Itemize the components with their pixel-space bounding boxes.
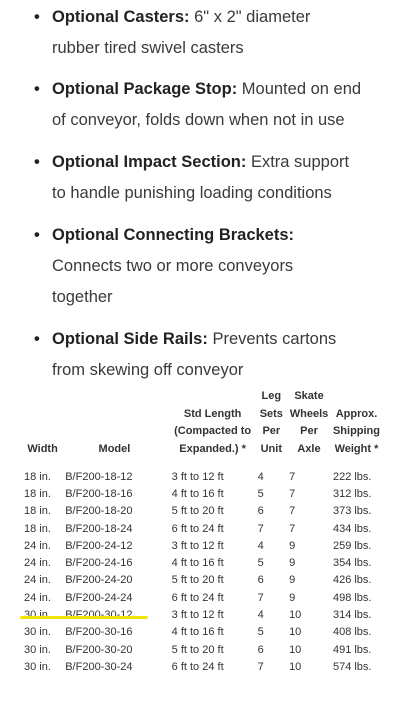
header-weight: Approx. Shipping Weight * — [332, 407, 380, 455]
cell-model: B/F200-18-24 — [65, 522, 133, 535]
cell-legs: 4 — [257, 539, 264, 552]
cell-model: B/F200-24-20 — [65, 574, 133, 587]
cell-model: B/F200-18-12 — [65, 470, 133, 483]
cell-width: 30 in. — [24, 626, 51, 639]
cell-width: 24 in. — [24, 557, 51, 570]
cell-weight: 222 lbs. — [332, 470, 372, 483]
cell-model: B/F200-18-20 — [65, 505, 133, 518]
table-row — [22, 572, 382, 589]
cell-length: 6 ft to 24 ft — [171, 660, 224, 673]
table-row — [22, 485, 382, 502]
option-side-rails — [34, 324, 402, 386]
option-connecting-brackets — [34, 220, 402, 313]
cell-skate: 10 — [289, 626, 302, 639]
cell-weight: 259 lbs. — [332, 539, 372, 552]
cell-model: B/F200-18-16 — [65, 487, 133, 500]
cell-weight: 314 lbs. — [332, 609, 372, 622]
cell-legs: 5 — [257, 626, 264, 639]
table-row — [22, 589, 382, 606]
table-row — [22, 641, 382, 658]
option-text: of conveyor, folds down when not in use — [52, 111, 345, 129]
header-length: Std Length (Compacted to Expanded.) * — [174, 407, 252, 455]
cell-skate: 9 — [289, 557, 296, 570]
header-width: Width — [27, 442, 58, 455]
option-package-stop — [34, 74, 402, 136]
cell-weight: 574 lbs. — [332, 660, 372, 673]
bullet-dot-icon: • — [34, 8, 40, 26]
cell-length: 5 ft to 20 ft — [171, 574, 224, 587]
cell-legs: 6 — [257, 505, 264, 518]
option-impact-section — [34, 147, 402, 209]
cell-model: B/F200-30-24 — [65, 660, 133, 673]
cell-width: 18 in. — [24, 470, 51, 483]
table-body — [22, 468, 382, 676]
table-row — [22, 520, 382, 537]
cell-weight: 434 lbs. — [332, 522, 372, 535]
cell-model: B/F200-24-24 — [65, 591, 133, 604]
cell-skate: 10 — [289, 660, 302, 673]
cell-model: B/F200-24-16 — [65, 557, 133, 570]
option-text: together — [52, 288, 113, 306]
option-text: Mounted on end — [237, 80, 362, 98]
bullet-dot-icon: • — [34, 330, 40, 348]
cell-skate: 10 — [289, 609, 302, 622]
cell-legs: 6 — [257, 574, 264, 587]
cell-legs: 7 — [257, 591, 264, 604]
cell-legs: 7 — [257, 522, 264, 535]
cell-legs: 7 — [257, 660, 264, 673]
cell-skate: 9 — [289, 539, 296, 552]
table-row — [22, 554, 382, 571]
cell-weight: 354 lbs. — [332, 557, 372, 570]
cell-weight: 498 lbs. — [332, 591, 372, 604]
cell-skate: 7 — [289, 522, 296, 535]
option-text: from skewing off conveyor — [52, 361, 244, 379]
cell-length: 3 ft to 12 ft — [171, 470, 224, 483]
cell-width: 24 in. — [24, 574, 51, 587]
table-row — [22, 503, 382, 520]
cell-legs: 4 — [257, 609, 264, 622]
cell-length: 5 ft to 20 ft — [171, 505, 224, 518]
bullet-dot-icon: • — [34, 80, 40, 98]
cell-skate: 7 — [289, 505, 296, 518]
table-row — [22, 537, 382, 554]
specs-table — [22, 388, 382, 676]
header-skate: Skate Wheels Per Axle — [289, 390, 329, 455]
cell-model: B/F200-30-16 — [65, 626, 133, 639]
table-header-row — [22, 388, 382, 468]
cell-length: 4 ft to 16 ft — [171, 487, 224, 500]
cell-legs: 4 — [257, 470, 264, 483]
option-text: rubber tired swivel casters — [52, 39, 244, 57]
cell-model: B/F200-30-20 — [65, 643, 133, 656]
cell-length: 6 ft to 24 ft — [171, 591, 224, 604]
cell-length: 5 ft to 20 ft — [171, 643, 224, 656]
option-title: Optional Package Stop: — [52, 80, 238, 98]
option-text: Prevents cartons — [207, 330, 337, 348]
bullet-dot-icon: • — [34, 153, 40, 171]
cell-skate: 9 — [289, 591, 296, 604]
cell-width: 24 in. — [24, 591, 51, 604]
option-casters — [34, 2, 402, 64]
cell-width: 18 in. — [24, 487, 51, 500]
cell-width: 18 in. — [24, 505, 51, 518]
option-text: Connects two or more conveyors — [52, 257, 294, 275]
table-row — [22, 624, 382, 641]
bullet-dot-icon: • — [34, 226, 40, 244]
option-title: Optional Side Rails: — [52, 330, 208, 348]
cell-skate: 9 — [289, 574, 296, 587]
cell-weight: 491 lbs. — [332, 643, 372, 656]
option-title: Optional Connecting Brackets: — [52, 226, 295, 244]
cell-weight: 426 lbs. — [332, 574, 372, 587]
cell-length: 4 ft to 16 ft — [171, 557, 224, 570]
cell-skate: 7 — [289, 487, 296, 500]
cell-width: 30 in. — [24, 660, 51, 673]
option-text: Extra support — [246, 153, 350, 171]
cell-weight: 312 lbs. — [332, 487, 372, 500]
option-text: to handle punishing loading conditions — [52, 184, 332, 202]
cell-length: 4 ft to 16 ft — [171, 626, 224, 639]
header-model: Model — [98, 442, 131, 455]
cell-skate: 10 — [289, 643, 302, 656]
cell-skate: 7 — [289, 470, 296, 483]
cell-length: 3 ft to 12 ft — [171, 609, 224, 622]
cell-legs: 6 — [257, 643, 264, 656]
option-text: 6" x 2" diameter — [189, 8, 311, 26]
cell-width: 24 in. — [24, 539, 51, 552]
cell-legs: 5 — [257, 557, 264, 570]
header-legs: Leg Sets Per Unit — [259, 390, 283, 455]
highlight-mark — [20, 616, 148, 619]
cell-model: B/F200-24-12 — [65, 539, 133, 552]
cell-length: 3 ft to 12 ft — [171, 539, 224, 552]
table-row — [22, 658, 382, 675]
cell-weight: 373 lbs. — [332, 505, 372, 518]
cell-length: 6 ft to 24 ft — [171, 522, 224, 535]
cell-weight: 408 lbs. — [332, 626, 372, 639]
table-row — [22, 468, 382, 485]
option-title: Optional Casters: — [52, 8, 190, 26]
cell-width: 18 in. — [24, 522, 51, 535]
cell-legs: 5 — [257, 487, 264, 500]
cell-width: 30 in. — [24, 643, 51, 656]
option-title: Optional Impact Section: — [52, 153, 247, 171]
